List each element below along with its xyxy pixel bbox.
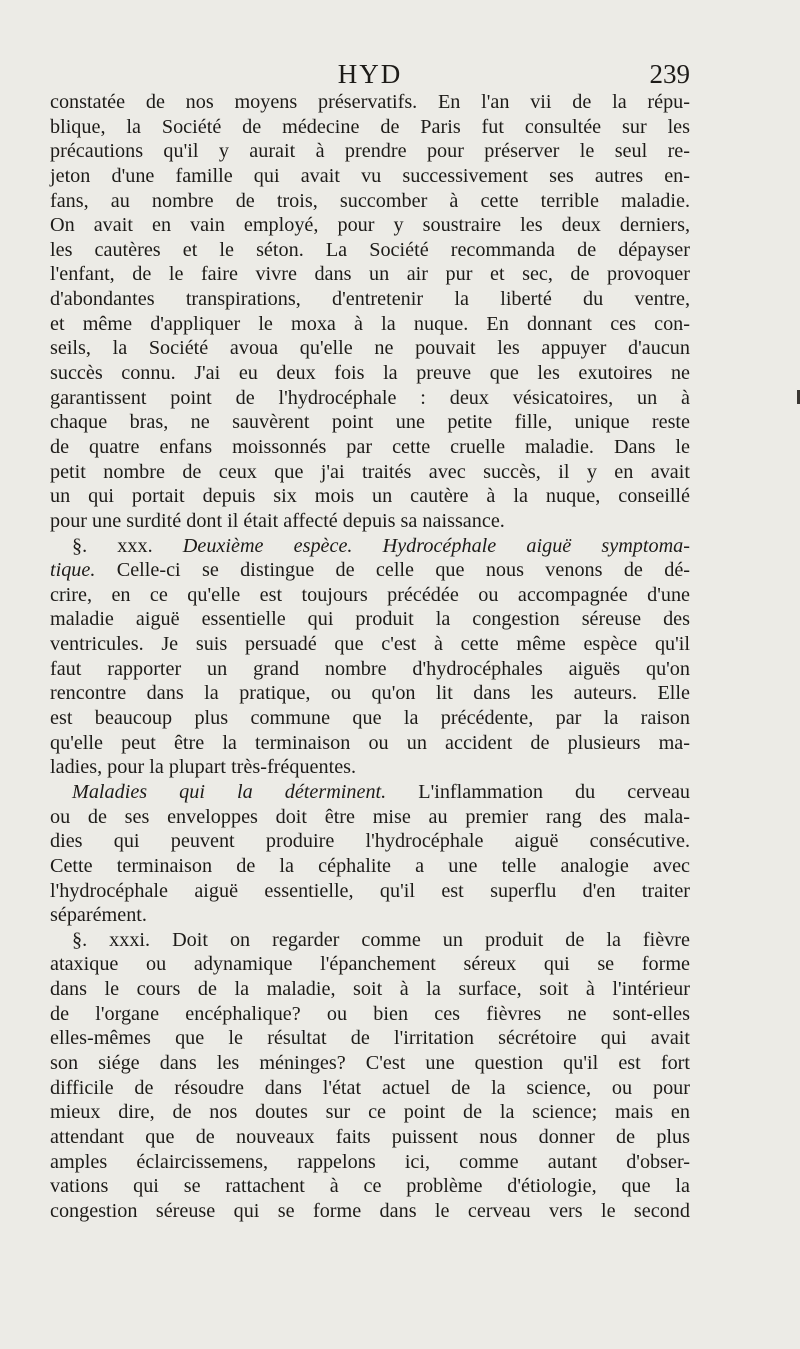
text-line: l'hydrocéphale aiguë essentielle, qu'il est superflu d'en traiter [50, 879, 690, 902]
text-line: attendant que de nouveaux faits puissent nous donner de plus [50, 1125, 690, 1148]
text-line: qu'elle peut être la terminaison ou un accident de plusieurs ma- [50, 731, 690, 754]
text-line: l'enfant, de le faire vivre dans un air pur et sec, de provoquer [50, 263, 690, 286]
text-line: dans le cours de la maladie, soit à la surface, soit à l'intérieur [50, 978, 690, 1001]
text-line: mieux dire, de nos doutes sur ce point de la science; mais en [50, 1101, 690, 1124]
text-line: ataxique ou adynamique l'épanchement séreux qui se forme [50, 953, 690, 976]
text-line: ou de ses enveloppes doit être mise au premier rang des mala- [50, 805, 690, 828]
text-line: crire, en ce qu'elle est toujours précédée ou accompagnée d'une [50, 583, 690, 606]
text-line: fans, au nombre de trois, succomber à cette terrible maladie. [50, 189, 690, 212]
text-line: et même d'appliquer le moxa à la nuque. En donnant ces con- [50, 312, 690, 335]
text-line: de quatre enfans moissonnés par cette cruelle maladie. Dans le [50, 435, 690, 458]
text-line: ladies, pour la plupart très-fréquentes. [50, 756, 357, 779]
text-line: garantissent point de l'hydrocéphale : deux vésicatoires, un à [50, 386, 690, 409]
text-line: jeton d'une famille qui avait vu successivement ses autres en- [50, 164, 690, 187]
text-line: de l'organe encéphalique? ou bien ces fièvres ne sont-elles [50, 1002, 690, 1025]
page-number: 239 [649, 59, 690, 89]
running-head: HYD [337, 59, 403, 89]
text-line: Cette terminaison de la céphalite a une telle analogie avec [50, 854, 690, 877]
text-line: difficile de résoudre dans l'état actuel de la science, ou pour [50, 1076, 690, 1099]
text-line: séparément. [50, 904, 147, 927]
body-text [50, 90, 690, 1223]
text-line: rencontre dans la pratique, ou qu'on lit dans les auteurs. Elle [50, 682, 690, 705]
text-line: un qui portait depuis six mois un cautère à la nuque, conseillé [50, 485, 690, 508]
text-line: pour une surdité dont il était affecté depuis sa naissance. [50, 509, 505, 532]
text-line: d'abondantes transpirations, d'entretenir la liberté du ventre, [50, 288, 690, 311]
text-line: amples éclaircissemens, rappelons ici, comme autant d'obser- [50, 1150, 690, 1173]
text-line: blique, la Société de médecine de Paris fut consultée sur les [50, 115, 690, 138]
text-line: dies qui peuvent produire l'hydrocéphale aiguë consécutive. [50, 830, 690, 853]
text-line: son siége dans les méninges? C'est une question qu'il est fort [50, 1051, 690, 1074]
text-line: tique. Celle-ci se distingue de celle que nous venons de dé- [50, 559, 690, 582]
text-line: petit nombre de ceux que j'ai traités avec succès, il y en avait [50, 460, 690, 483]
text-line: elles-mêmes que le résultat de l'irritation sécrétoire qui avait [50, 1027, 690, 1050]
text-line: les cautères et le séton. La Société recommanda de dépayser [50, 238, 690, 261]
text-line: ventricules. Je suis persuadé que c'est à cette même espèce qu'il [50, 633, 690, 656]
text-line: seils, la Société avoua qu'elle ne pouvait les appuyer d'aucun [50, 337, 690, 360]
text-line: succès connu. J'ai eu deux fois la preuve que les exutoires ne [50, 362, 690, 385]
text-line: précautions qu'il y aurait à prendre pour préserver le seul re- [50, 140, 690, 163]
section-heading-line: §. xxxi. Doit on regarder comme un produit de la fièvre [72, 928, 690, 951]
text-line: est beaucoup plus commune que la précédente, par la raison [50, 707, 690, 730]
subheading-line: Maladies qui la déterminent. L'inflammation du cerveau [72, 780, 690, 803]
text-line: congestion séreuse qui se forme dans le cerveau vers le second [50, 1199, 690, 1222]
text-line: chaque bras, ne sauvèrent point une petite fille, unique reste [50, 411, 690, 434]
text-line: On avait en vain employé, pour y soustraire les deux derniers, [50, 214, 690, 237]
page-header [50, 58, 690, 90]
section-heading-line: §. xxx. Deuxième espèce. Hydrocéphale aiguë symptoma- [72, 534, 690, 557]
text-line: vations qui se rattachent à ce problème d'étiologie, que la [50, 1175, 690, 1198]
text-line: faut rapporter un grand nombre d'hydrocéphales aiguës qu'on [50, 657, 690, 680]
text-line: maladie aiguë essentielle qui produit la congestion séreuse des [50, 608, 690, 631]
text-line: constatée de nos moyens préservatifs. En l'an vii de la répu- [50, 91, 690, 113]
